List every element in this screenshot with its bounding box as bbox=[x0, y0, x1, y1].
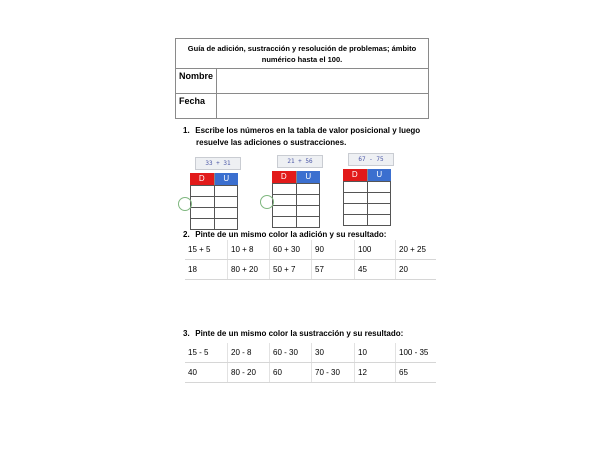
tens-header: D bbox=[272, 171, 296, 183]
grid-cell[interactable]: 60 bbox=[270, 363, 312, 383]
answer-circle[interactable] bbox=[260, 195, 274, 209]
grid-cell[interactable]: 12 bbox=[355, 363, 396, 383]
q1-text-line2: resuelve las adiciones o sustracciones. bbox=[196, 138, 347, 147]
q3-number: 3. bbox=[183, 329, 190, 338]
expression-note: 67 - 75 bbox=[348, 153, 394, 166]
units-header: U bbox=[367, 169, 392, 181]
grid-cell[interactable]: 15 + 5 bbox=[185, 240, 228, 260]
q3-text: Pinte de un mismo color la sustracción y su resultado: bbox=[195, 329, 404, 338]
fecha-label: Fecha bbox=[176, 94, 217, 119]
grid-cell[interactable]: 18 bbox=[185, 260, 228, 280]
table-row bbox=[185, 343, 436, 363]
grid-cell[interactable]: 10 + 8 bbox=[228, 240, 270, 260]
expression-note: 33 + 31 bbox=[195, 157, 241, 170]
q2-text: Pinte de un mismo color la adición y su resultado: bbox=[195, 230, 387, 239]
grid-cell[interactable]: 10 bbox=[355, 343, 396, 363]
q3-instruction bbox=[183, 328, 403, 340]
q3-grid bbox=[185, 343, 436, 383]
grid-cell[interactable]: 50 + 7 bbox=[270, 260, 312, 280]
tens-header: D bbox=[190, 173, 214, 185]
q1-text-line1: Escribe los números en la tabla de valor posicional y luego bbox=[195, 126, 421, 135]
place-value-table[interactable] bbox=[190, 185, 238, 230]
nombre-label: Nombre bbox=[176, 69, 217, 94]
answer-circle[interactable] bbox=[178, 197, 192, 211]
grid-cell[interactable]: 30 bbox=[312, 343, 355, 363]
grid-cell[interactable]: 60 - 30 bbox=[270, 343, 312, 363]
grid-cell[interactable]: 20 - 8 bbox=[228, 343, 270, 363]
units-header: U bbox=[296, 171, 321, 183]
table-row bbox=[185, 260, 436, 280]
q2-grid bbox=[185, 240, 436, 280]
grid-cell[interactable]: 65 bbox=[396, 363, 437, 383]
grid-cell[interactable]: 80 - 20 bbox=[228, 363, 270, 383]
grid-cell[interactable]: 40 bbox=[185, 363, 228, 383]
header-table bbox=[175, 38, 429, 119]
grid-cell[interactable]: 70 - 30 bbox=[312, 363, 355, 383]
place-value-table[interactable] bbox=[272, 183, 320, 228]
grid-cell[interactable]: 20 + 25 bbox=[396, 240, 437, 260]
grid-cell[interactable]: 80 + 20 bbox=[228, 260, 270, 280]
fecha-field[interactable] bbox=[217, 94, 429, 119]
grid-cell[interactable]: 100 bbox=[355, 240, 396, 260]
table-row bbox=[185, 240, 436, 260]
q2-number: 2. bbox=[183, 230, 190, 239]
expression-note: 21 + 56 bbox=[277, 155, 323, 168]
nombre-field[interactable] bbox=[217, 69, 429, 94]
tens-header: D bbox=[343, 169, 367, 181]
place-value-table[interactable] bbox=[343, 181, 391, 226]
grid-cell[interactable]: 20 bbox=[396, 260, 437, 280]
grid-cell[interactable]: 57 bbox=[312, 260, 355, 280]
q1-number: 1. bbox=[183, 126, 190, 135]
grid-cell[interactable]: 60 + 30 bbox=[270, 240, 312, 260]
grid-cell[interactable]: 100 - 35 bbox=[396, 343, 437, 363]
grid-cell[interactable]: 15 - 5 bbox=[185, 343, 228, 363]
table-row bbox=[185, 363, 436, 383]
grid-cell[interactable]: 90 bbox=[312, 240, 355, 260]
units-header: U bbox=[214, 173, 239, 185]
q1-instruction bbox=[183, 125, 420, 149]
worksheet-title: Guía de adición, sustracción y resolución de problemas; ámbito numérico hasta el 100. bbox=[176, 39, 429, 69]
grid-cell[interactable]: 45 bbox=[355, 260, 396, 280]
